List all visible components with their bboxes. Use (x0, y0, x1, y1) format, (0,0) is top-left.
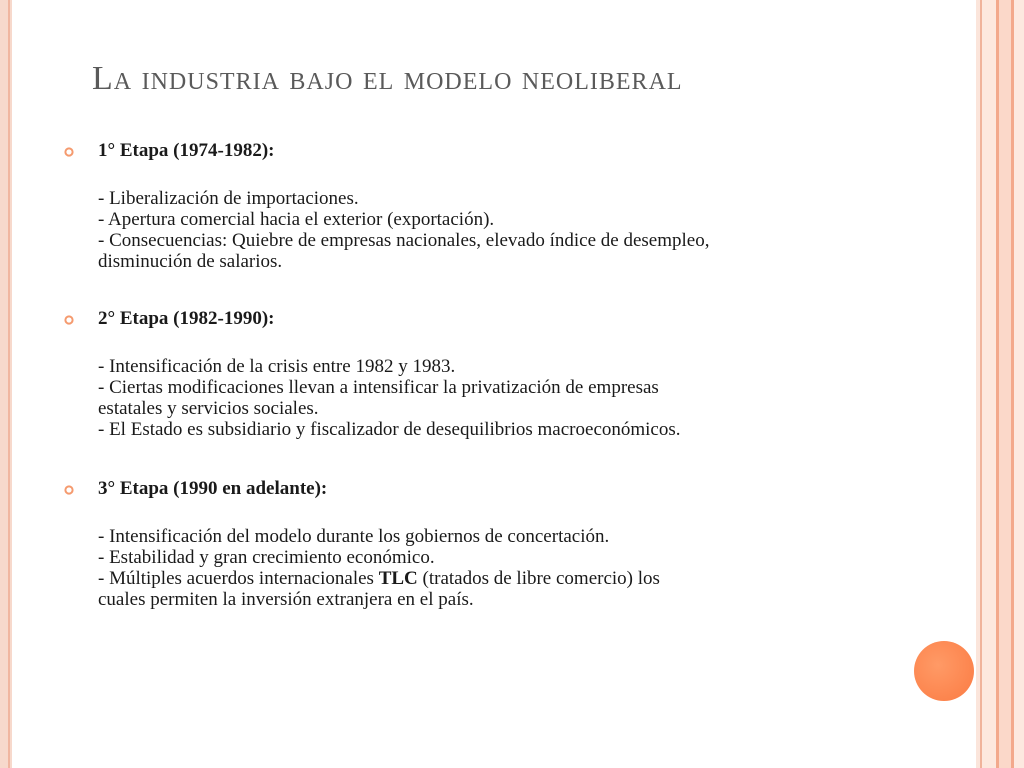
section-body (98, 356, 681, 440)
decorative-circle (914, 641, 974, 701)
body-line: - El Estado es subsidiario y fiscalizador de desequilibrios macroeconómicos. (98, 419, 681, 440)
body-line: estatales y servicios sociales. (98, 398, 319, 419)
slide-title: La industria bajo el modelo neoliberal (92, 60, 683, 97)
tlc-keyword: TLC (378, 568, 418, 589)
section-stage-1 (64, 140, 709, 272)
section-heading: 3° Etapa (1990 en adelante): (98, 478, 328, 499)
body-line: - Estabilidad y gran crecimiento económico. (98, 547, 435, 568)
body-line: - Ciertas modificaciones llevan a intensificar la privatización de empresas (98, 377, 659, 398)
body-line: - Consecuencias: Quiebre de empresas nacionales, elevado índice de desempleo, (98, 230, 710, 251)
body-line (98, 568, 660, 589)
body-line: - Intensificación del modelo durante los gobiernos de concertación. (98, 526, 610, 547)
body-line: disminución de salarios. (98, 251, 283, 272)
right-frame-stripes (976, 0, 1024, 768)
section-stage-3 (64, 478, 660, 610)
left-frame-border (0, 0, 12, 768)
section-heading: 1° Etapa (1974-1982): (98, 140, 275, 161)
body-line: cuales permiten la inversión extranjera en el país. (98, 589, 474, 610)
line-prefix: - Múltiples acuerdos internacionales (98, 568, 379, 589)
section-heading: 2° Etapa (1982-1990): (98, 308, 275, 329)
body-line: - Liberalización de importaciones. (98, 188, 359, 209)
bullet-icon (64, 485, 74, 495)
bullet-icon (64, 147, 74, 157)
body-line: - Apertura comercial hacia el exterior (exportación). (98, 209, 495, 230)
line-suffix: (tratados de libre comercio) los (417, 568, 660, 589)
bullet-icon (64, 315, 74, 325)
body-line: - Intensificación de la crisis entre 1982 y 1983. (98, 356, 456, 377)
section-body (98, 188, 709, 272)
section-body (98, 526, 660, 610)
section-stage-2 (64, 308, 681, 440)
